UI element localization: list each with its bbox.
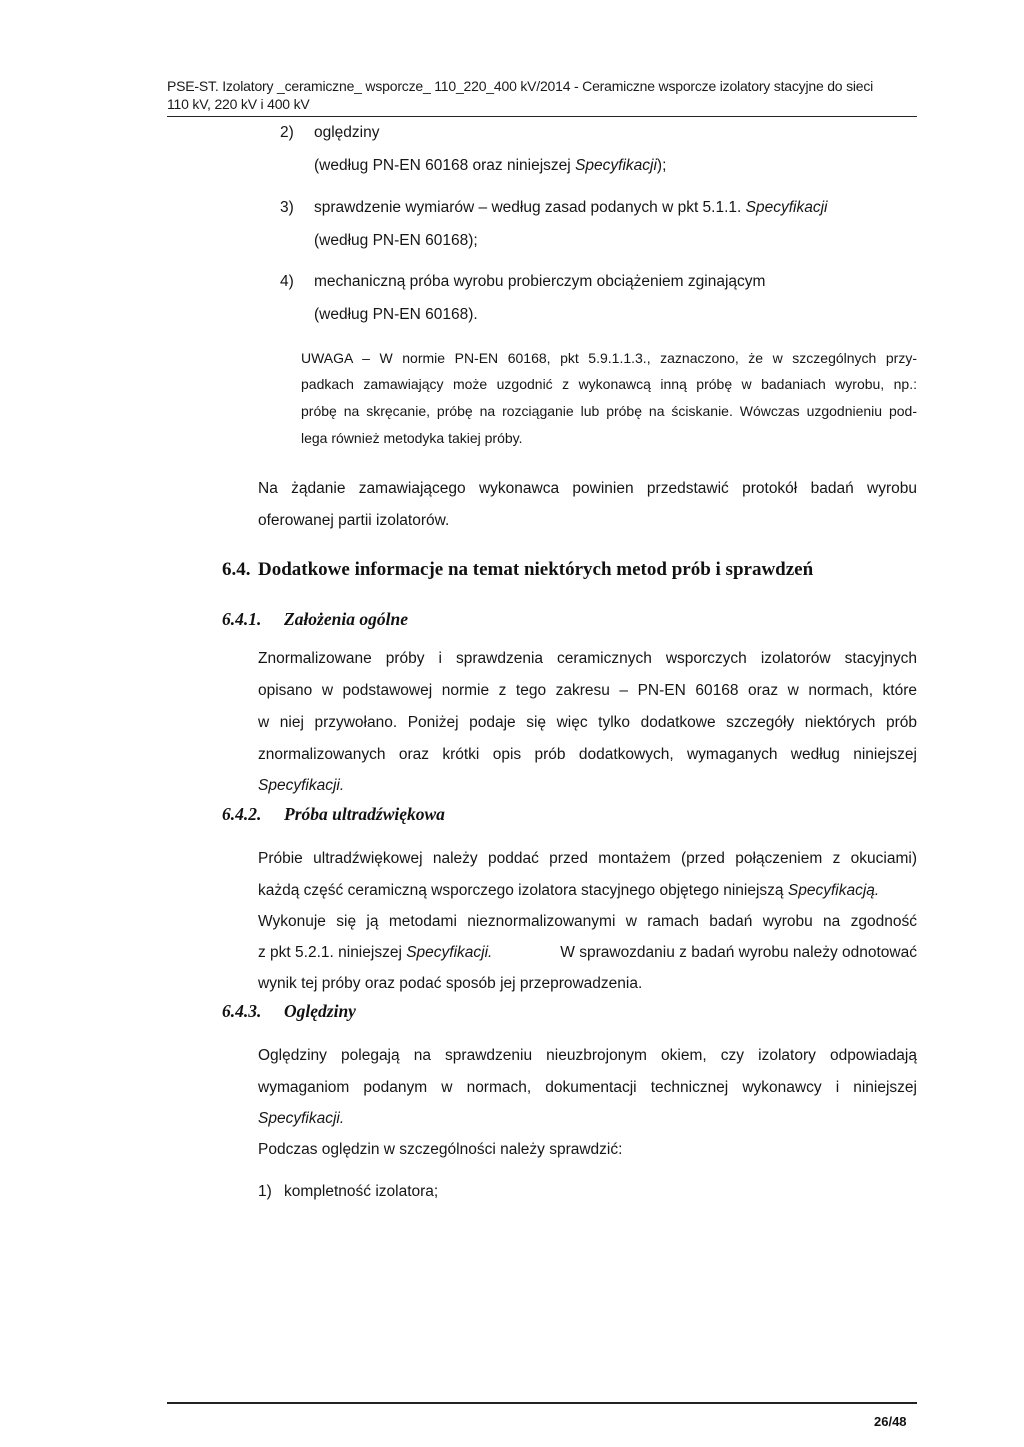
section-heading-6-4 [222, 559, 813, 581]
list-b-item-1 [258, 1183, 438, 1201]
uwaga-line-1: UWAGA – W normie PN-EN 60168, pkt 5.9.1.1.3., zaznaczono, że w szczególnych przy- [301, 350, 917, 366]
par-643-line-3: Specyfikacji. [258, 1110, 345, 1127]
par-643-line-2: wymaganiom podanym w normach, dokumentacji technicznej wykonawcy i niniejszej [258, 1079, 917, 1096]
par-text-end: W sprawozdaniu z badań wyrobu należy odnotować [560, 944, 917, 961]
list-item-2 [280, 124, 380, 142]
list-item-number: 3) [280, 199, 294, 216]
list-item-text: kompletność izolatora; [284, 1183, 439, 1200]
section-heading-6-4-1 [222, 609, 408, 630]
list-item-number: 4) [280, 273, 294, 290]
note-text-end: ); [656, 157, 667, 174]
par-642-line-3: Wykonuje się ją metodami nieznormalizowanymi w ramach badań wyrobu na zgodność [258, 913, 917, 930]
section-number: 6.4.3. [222, 1001, 262, 1021]
par-text: każdą część ceramiczną wsporczego izolatora stacyjnego objętego niniejszą [258, 882, 788, 899]
section-title: Dodatkowe informacje na temat niektórych metod prób i sprawdzeń [258, 559, 814, 580]
par-text: z pkt 5.2.1. niniejszej [258, 944, 407, 961]
section-number: 6.4.1. [222, 609, 262, 629]
par-642-line-5: wynik tej próby oraz podać sposób jej przeprowadzenia. [258, 975, 643, 992]
par-italic: Specyfikacją. [787, 882, 880, 899]
par-641-line-3: w niej przywołano. Poniżej podaje się więc tylko dodatkowe szczegóły niektórych prób [258, 714, 917, 731]
list-item-text: mechaniczną próba wyrobu probierczym obciążeniem zginającym [314, 273, 766, 290]
page-number: 26/48 [874, 1414, 907, 1429]
list-item-4-note: (według PN-EN 60168). [314, 306, 478, 323]
par-641-line-4: znormalizowanych oraz krótki opis prób dodatkowych, wymaganych według niniejszej [258, 746, 917, 763]
section-title: Próba ultradźwiękowa [284, 804, 445, 824]
par-642-line-4 [258, 944, 917, 962]
header-line-1: PSE-ST. Izolatory _ceramiczne_ wsporcze_ 110_220_400 kV/2014 - Ceramiczne wsporcze izolatory stacyjne do sieci [167, 78, 874, 94]
par-641-line-5: Specyfikacji. [258, 777, 345, 794]
par-641-line-1: Znormalizowane próby i sprawdzenia ceramicznych wsporczych izolatorów stacyjnych [258, 650, 917, 667]
section-number: 6.4. [222, 559, 251, 580]
footer-divider [167, 1402, 917, 1404]
list-item-3-note: (według PN-EN 60168); [314, 232, 478, 249]
par-643-line-1: Oględziny polegają na sprawdzeniu nieuzbrojonym okiem, czy izolatory odpowiadają [258, 1047, 917, 1064]
list-item-3 [280, 199, 828, 217]
request-par-line-1: Na żądanie zamawiającego wykonawca powinien przedstawić protokół badań wyrobu [258, 480, 917, 497]
par-text-group [258, 944, 492, 962]
section-title: Założenia ogólne [284, 609, 408, 629]
uwaga-line-3: próbę na skręcanie, próbę na rozciąganie lub próbę na ściskanie. Wówczas uzgodnieniu pod- [301, 403, 917, 419]
par-italic: Specyfikacji. [406, 944, 493, 961]
par-643b: Podczas oględzin w szczególności należy sprawdzić: [258, 1141, 623, 1158]
section-title: Oględziny [284, 1001, 356, 1021]
list-item-number: 2) [280, 124, 294, 141]
note-text: (według PN-EN 60168 oraz niniejszej [314, 157, 576, 174]
par-642-line-1: Próbie ultradźwiękowej należy poddać przed montażem (przed połączeniem z okuciami) [258, 850, 917, 867]
request-par-line-2: oferowanej partii izolatorów. [258, 512, 450, 529]
header-line-2: 110 kV, 220 kV i 400 kV [167, 96, 310, 112]
uwaga-line-4: lega również metodyka takiej próby. [301, 430, 523, 446]
note-italic: Specyfikacji [575, 157, 657, 174]
par-642-line-2 [258, 882, 879, 900]
list-item-number: 1) [258, 1183, 272, 1200]
section-number: 6.4.2. [222, 804, 262, 824]
par-641-line-2: opisano w podstawowej normie z tego zakresu – PN-EN 60168 oraz w normach, które [258, 682, 917, 699]
list-item-text: sprawdzenie wymiarów – według zasad podanych w pkt 5.1.1. [314, 199, 746, 216]
section-heading-6-4-2 [222, 804, 445, 825]
section-heading-6-4-3 [222, 1001, 356, 1022]
list-item-text: oględziny [314, 124, 380, 141]
uwaga-line-2: padkach zamawiający może uzgodnić z wykonawcą inną próbę w badaniach wyrobu, np.: [301, 376, 917, 392]
header-divider [167, 116, 917, 117]
list-item-4 [280, 273, 765, 291]
list-item-2-note [314, 157, 666, 175]
list-item-italic: Specyfikacji [745, 199, 828, 216]
